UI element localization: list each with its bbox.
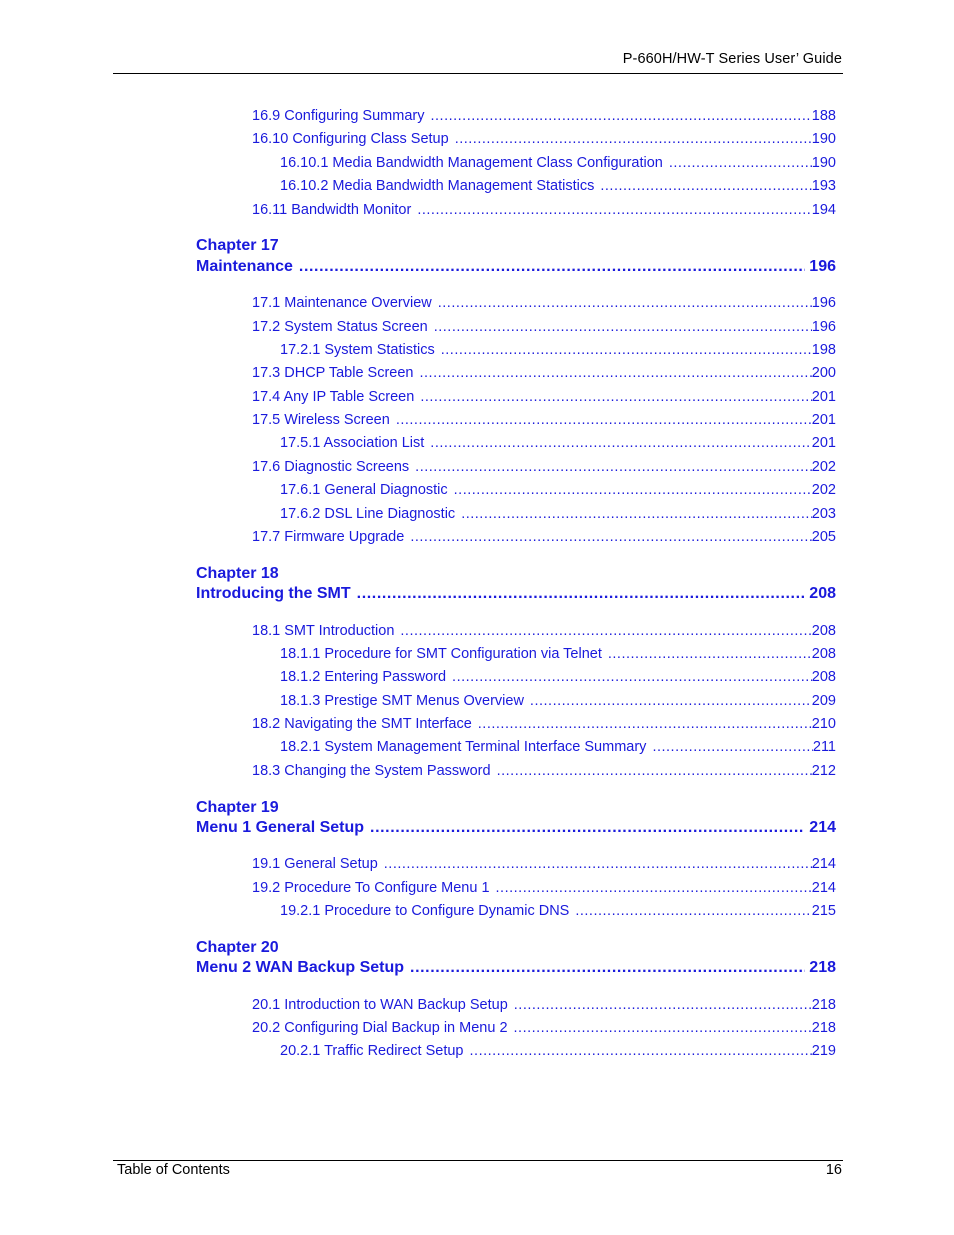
dot-leader <box>438 293 812 313</box>
toc-subentry[interactable] <box>280 691 836 711</box>
toc-entry-label: 17.1 Maintenance Overview <box>252 295 432 311</box>
toc-entry-label: 20.1 Introduction to WAN Backup Setup <box>252 997 508 1013</box>
dot-leader <box>514 1018 812 1038</box>
chapter-page: 214 <box>809 819 836 836</box>
toc-subentry[interactable] <box>280 901 836 921</box>
toc-entry-label: 16.10 Configuring Class Setup <box>252 131 449 147</box>
toc-entry[interactable] <box>252 995 836 1015</box>
toc-entry-page: 218 <box>811 1020 836 1036</box>
toc-entry-page: 201 <box>811 389 836 405</box>
toc-entry-label: 17.2.1 System Statistics <box>280 342 435 358</box>
chapter-title-line[interactable] <box>196 818 836 838</box>
toc-entry-page: 208 <box>811 669 836 685</box>
dot-leader <box>461 504 812 524</box>
toc-entry-label: 17.3 DHCP Table Screen <box>252 365 414 381</box>
dot-leader <box>400 621 811 641</box>
toc-entry[interactable] <box>252 363 836 383</box>
toc-entry-page: 205 <box>811 529 836 545</box>
dot-leader <box>600 176 811 196</box>
toc-entry-label: 16.10.1 Media Bandwidth Management Class Configuration <box>280 155 663 171</box>
toc-entry-page: 198 <box>811 342 836 358</box>
toc-entry-label: 17.6.1 General Diagnostic <box>280 482 448 498</box>
toc-entry-page: 196 <box>811 319 836 335</box>
footer-rule <box>113 1160 843 1161</box>
dot-leader <box>608 644 812 664</box>
toc-entry[interactable] <box>252 129 836 149</box>
toc-entry-label: 17.4 Any IP Table Screen <box>252 389 415 405</box>
dot-leader <box>417 200 811 220</box>
toc-entry-label: 19.1 General Setup <box>252 856 378 872</box>
chapter-label[interactable]: Chapter 18 <box>196 565 279 582</box>
dot-leader <box>652 737 812 757</box>
toc-entry-page: 202 <box>811 459 836 475</box>
toc-subentry[interactable] <box>280 176 836 196</box>
toc-entry-label: 17.2 System Status Screen <box>252 319 428 335</box>
toc-entry-label: 18.2 Navigating the SMT Interface <box>252 716 472 732</box>
toc-entry[interactable] <box>252 106 836 126</box>
toc-entry[interactable] <box>252 1018 836 1038</box>
dot-leader <box>497 761 812 781</box>
toc-entry[interactable] <box>252 410 836 430</box>
dot-leader <box>430 433 812 453</box>
chapter-label[interactable]: Chapter 20 <box>196 939 279 956</box>
toc-entry[interactable] <box>252 878 836 898</box>
page-number: 16 <box>825 1162 842 1178</box>
toc-entry-page: 201 <box>811 435 836 451</box>
toc-entry[interactable] <box>252 527 836 547</box>
toc-entry[interactable] <box>252 854 836 874</box>
toc-entry-label: 18.1.3 Prestige SMT Menus Overview <box>280 693 524 709</box>
toc-entry[interactable] <box>252 293 836 313</box>
toc-entry-page: 209 <box>811 693 836 709</box>
dot-leader <box>496 878 812 898</box>
toc-entry-page: 215 <box>811 903 836 919</box>
chapter-page: 196 <box>809 258 836 275</box>
dot-leader <box>514 995 812 1015</box>
toc-entry[interactable] <box>252 317 836 337</box>
toc-entry-label: 18.3 Changing the System Password <box>252 763 491 779</box>
chapter-page: 218 <box>809 959 836 976</box>
toc-entry-page: 193 <box>811 178 836 194</box>
dot-leader <box>478 714 812 734</box>
header-rule <box>113 73 843 74</box>
toc-subentry[interactable] <box>280 667 836 687</box>
toc-entry[interactable] <box>252 387 836 407</box>
toc-entry-label: 16.11 Bandwidth Monitor <box>252 202 412 218</box>
dot-leader <box>441 340 812 360</box>
toc-entry-page: 188 <box>811 108 836 124</box>
toc-entry-page: 218 <box>811 997 836 1013</box>
chapter-title-line[interactable] <box>196 257 836 277</box>
dot-leader <box>530 691 812 711</box>
toc-entry-label: 17.6 Diagnostic Screens <box>252 459 410 475</box>
chapter-title: Menu 2 WAN Backup Setup <box>196 959 405 976</box>
toc-entry-page: 202 <box>811 482 836 498</box>
dot-leader <box>419 363 811 383</box>
toc-entry-page: 190 <box>811 155 836 171</box>
chapter-title-line[interactable] <box>196 958 836 978</box>
toc-entry-page: 214 <box>811 856 836 872</box>
chapter-title: Introducing the SMT <box>196 585 351 602</box>
document-title: P-660H/HW-T Series User’ Guide <box>622 51 842 67</box>
toc-entry-page: 208 <box>811 646 836 662</box>
toc-entry-label: 16.10.2 Media Bandwidth Management Statistics <box>280 178 595 194</box>
toc-entry-page: 190 <box>811 131 836 147</box>
toc-entry-page: 203 <box>811 506 836 522</box>
dot-leader <box>470 1041 812 1061</box>
toc-entry[interactable] <box>252 761 836 781</box>
toc-entry-page: 208 <box>811 623 836 639</box>
footer-section: Table of Contents <box>117 1162 230 1178</box>
toc-entry-label: 18.2.1 System Management Terminal Interface Summary <box>280 739 647 755</box>
toc-entry-label: 20.2.1 Traffic Redirect Setup <box>280 1043 464 1059</box>
toc-entry-page: 212 <box>811 763 836 779</box>
dot-leader <box>384 854 812 874</box>
toc-entry-label: 16.9 Configuring Summary <box>252 108 425 124</box>
toc-entry[interactable] <box>252 200 836 220</box>
dot-leader <box>434 317 812 337</box>
dot-leader <box>357 584 806 604</box>
dot-leader <box>299 257 805 277</box>
toc-entry-page: 200 <box>811 365 836 381</box>
toc-entry-label: 17.7 Firmware Upgrade <box>252 529 405 545</box>
toc-subentry[interactable] <box>280 340 836 360</box>
dot-leader <box>420 387 811 407</box>
toc-subentry[interactable] <box>280 644 836 664</box>
toc-entry-page: 214 <box>811 880 836 896</box>
toc-entry-page: 219 <box>811 1043 836 1059</box>
toc-entry-label: 17.5.1 Association List <box>280 435 425 451</box>
chapter-page: 208 <box>809 585 836 602</box>
toc-entry[interactable] <box>252 714 836 734</box>
chapter-title: Maintenance <box>196 258 293 275</box>
toc-entry-page: 196 <box>811 295 836 311</box>
toc-entry-label: 18.1 SMT Introduction <box>252 623 395 639</box>
toc-entry-page: 194 <box>811 202 836 218</box>
toc-subentry[interactable] <box>280 433 836 453</box>
chapter-title-line[interactable] <box>196 584 836 604</box>
toc-subentry[interactable] <box>280 480 836 500</box>
toc-entry-label: 19.2 Procedure To Configure Menu 1 <box>252 880 490 896</box>
chapter-label[interactable]: Chapter 17 <box>196 237 279 254</box>
toc-entry-page: 211 <box>812 739 836 755</box>
toc-entry[interactable] <box>252 457 836 477</box>
toc-entry[interactable] <box>252 621 836 641</box>
dot-leader <box>669 153 812 173</box>
dot-leader <box>410 527 811 547</box>
dot-leader <box>454 480 812 500</box>
toc-entry-label: 18.1.2 Entering Password <box>280 669 447 685</box>
toc-entry-page: 210 <box>811 716 836 732</box>
toc-entry-page: 201 <box>811 412 836 428</box>
toc-entry-label: 17.5 Wireless Screen <box>252 412 390 428</box>
dot-leader <box>415 457 812 477</box>
toc-entry-label: 20.2 Configuring Dial Backup in Menu 2 <box>252 1020 508 1036</box>
toc-entry-label: 18.1.1 Procedure for SMT Configuration via Telnet <box>280 646 602 662</box>
dot-leader <box>396 410 812 430</box>
dot-leader <box>370 818 805 838</box>
chapter-title: Menu 1 General Setup <box>196 819 365 836</box>
toc-entry-label: 19.2.1 Procedure to Configure Dynamic DNS <box>280 903 570 919</box>
toc-subentry[interactable] <box>280 1041 836 1061</box>
dot-leader <box>452 667 812 687</box>
toc-entry-label: 17.6.2 DSL Line Diagnostic <box>280 506 456 522</box>
toc-subentry[interactable] <box>280 504 836 524</box>
chapter-label[interactable]: Chapter 19 <box>196 799 279 816</box>
toc-subentry[interactable] <box>280 737 836 757</box>
dot-leader <box>430 106 811 126</box>
dot-leader <box>410 958 805 978</box>
dot-leader <box>455 129 812 149</box>
dot-leader <box>575 901 811 921</box>
toc-subentry[interactable] <box>280 153 836 173</box>
